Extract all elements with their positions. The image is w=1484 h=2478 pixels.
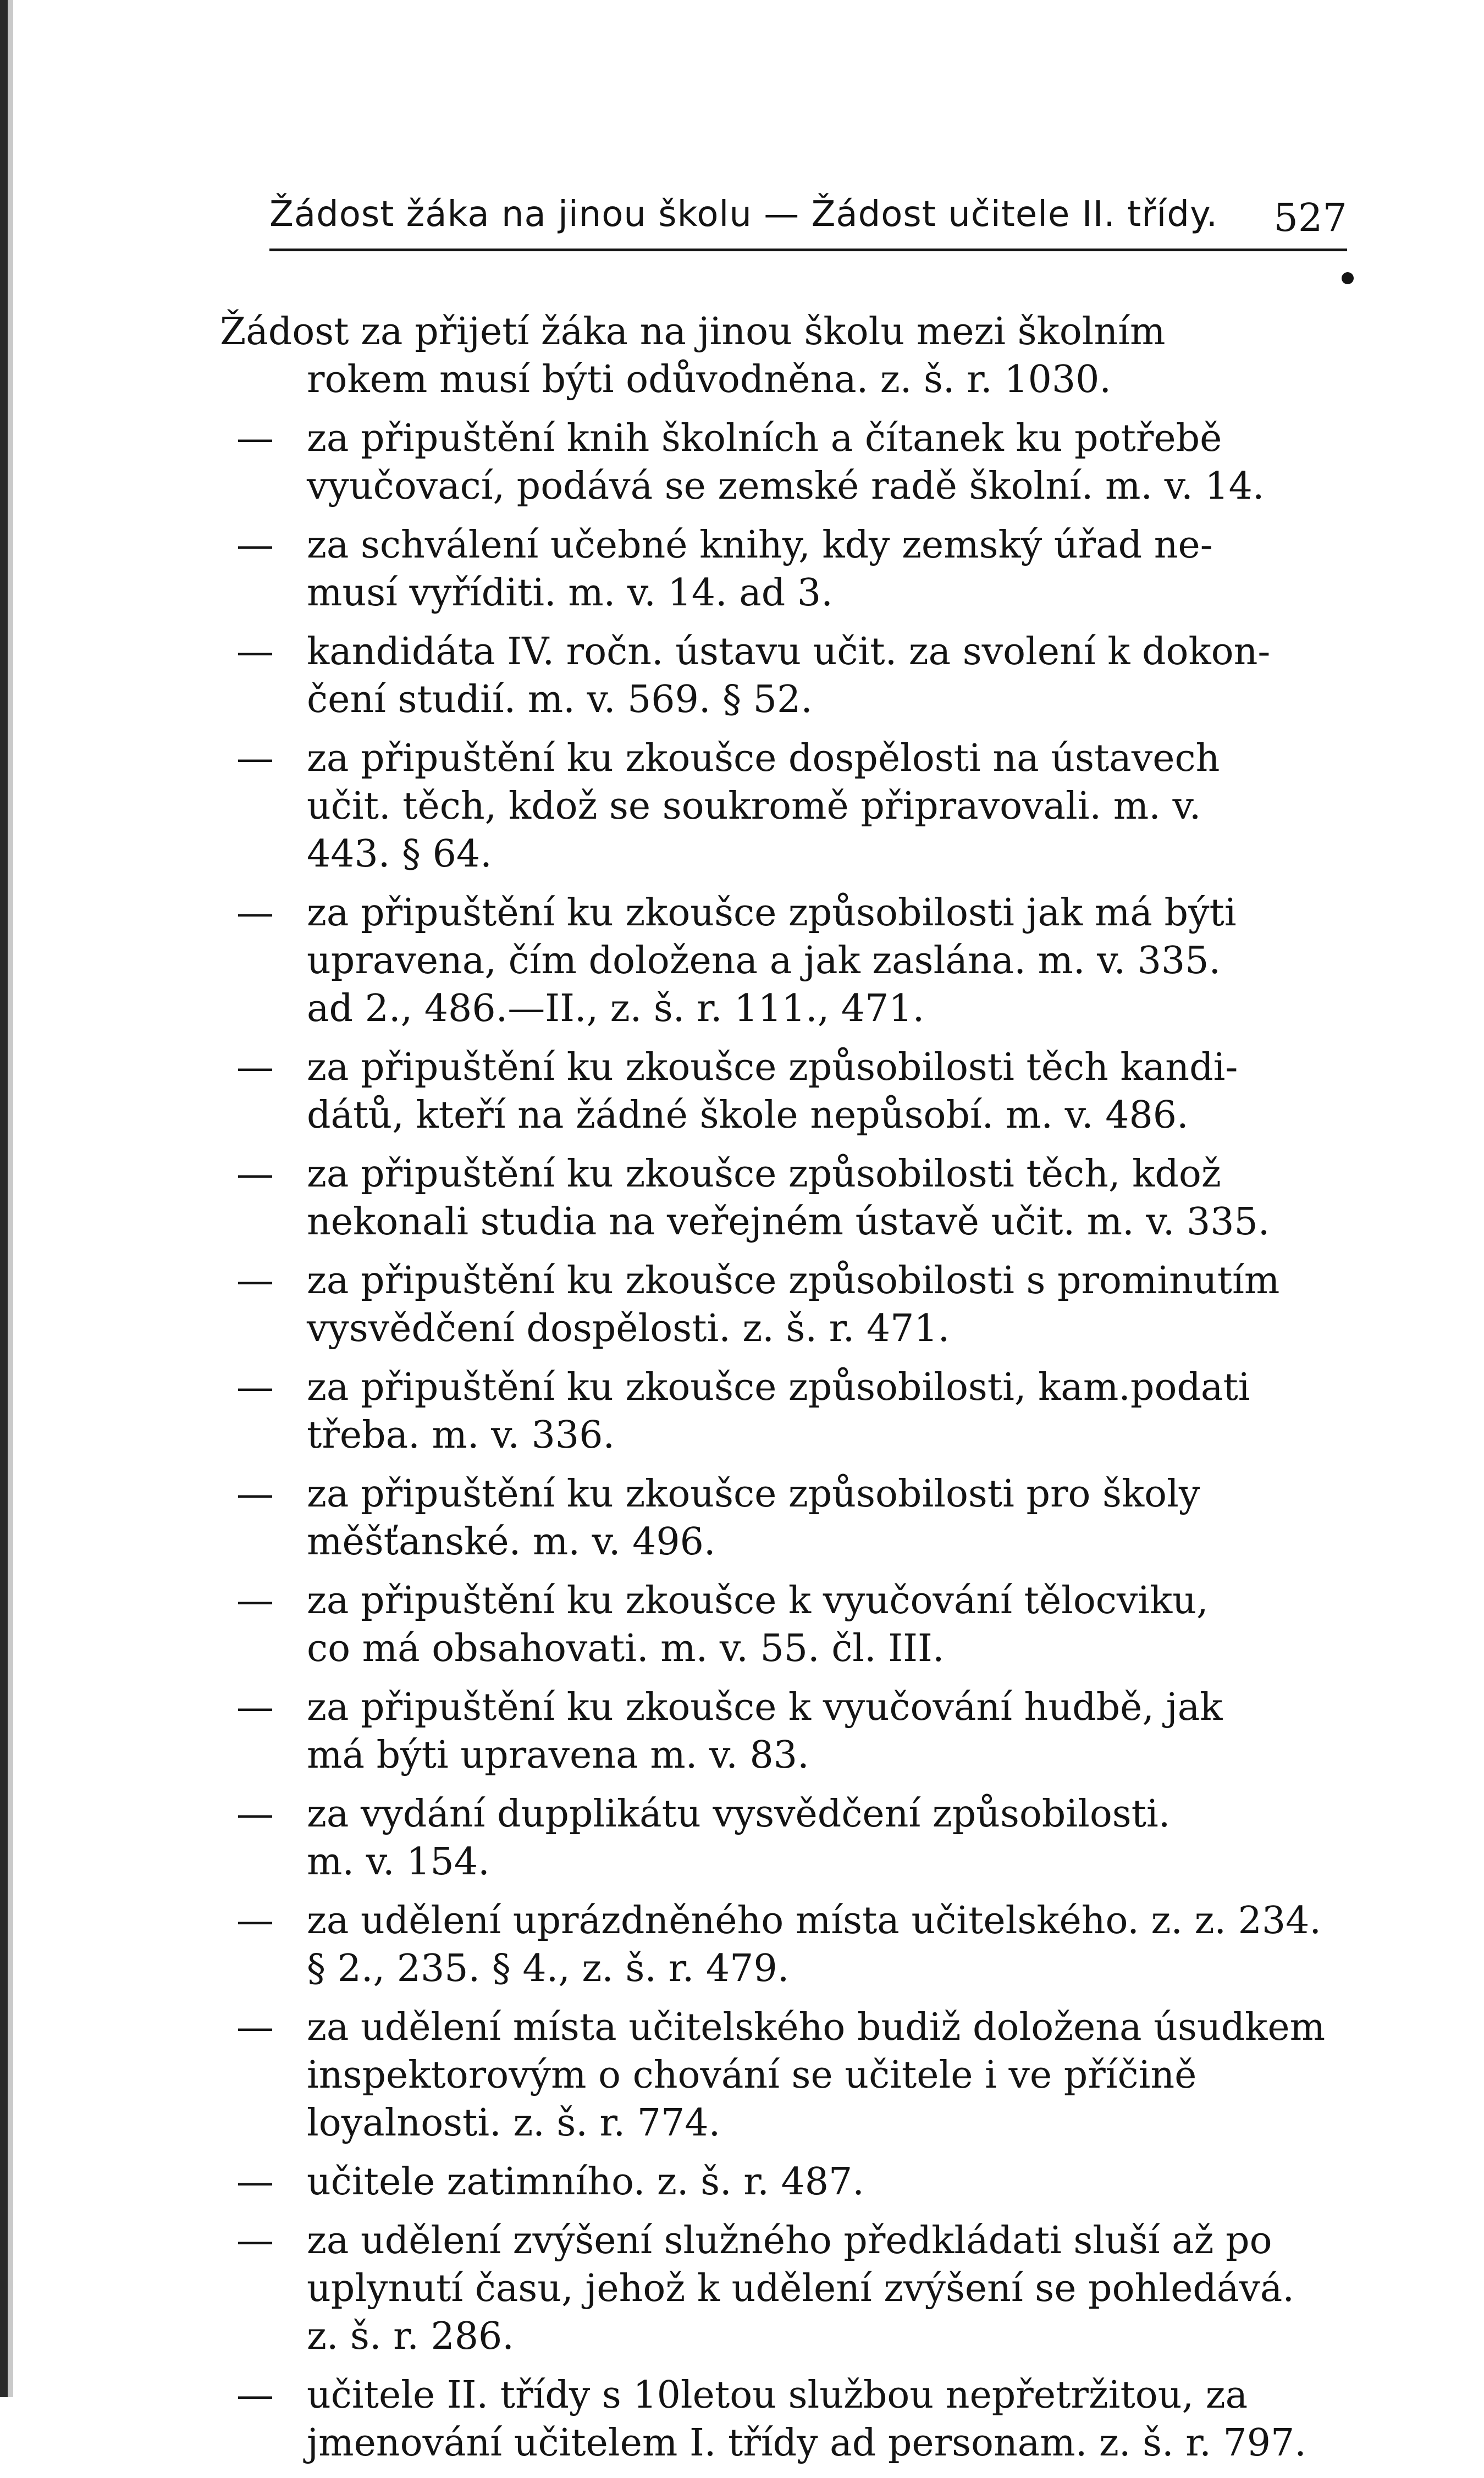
entry-line: učitele zatimního. z. š. r. 487. xyxy=(307,2160,864,2204)
entry-dash: — xyxy=(236,1579,274,1622)
entry-dash: — xyxy=(236,2374,274,2417)
entry-line: dátů, kteří na žádné škole nepůsobí. m. v. 486. xyxy=(307,1094,1189,1137)
index-entry xyxy=(220,1257,1353,1353)
index-entry xyxy=(220,521,1353,617)
entry-dash: — xyxy=(236,523,274,567)
entry-dash: — xyxy=(236,2219,274,2262)
entry-line: za udělení uprázdněného místa učitelského. z. z. 234. xyxy=(307,1899,1322,1942)
entry-line: musí vyříditi. m. v. 14. ad 3. xyxy=(307,571,833,615)
entry-dash: — xyxy=(236,1152,274,1196)
entry-line: za připuštění ku zkoušce způsobilosti jak má býti xyxy=(307,891,1237,935)
index-entry xyxy=(220,1150,1353,1246)
entry-line: za schválení učebné knihy, kdy zemský úřad ne- xyxy=(307,523,1213,567)
entry-line: vysvědčení dospělosti. z. š. r. 471. xyxy=(307,1307,950,1350)
entry-line: čení studií. m. v. 569. § 52. xyxy=(307,678,813,721)
entry-line: rokem musí býti odůvodněna. z. š. r. 1030. xyxy=(307,358,1112,401)
header-title: Žádost žáka na jinou školu — Žádost učitele II. třídy. xyxy=(269,194,1218,235)
entry-dash: — xyxy=(236,1686,274,1729)
entry-line: za připuštění ku zkoušce způsobilosti těch, kdož xyxy=(307,1152,1221,1196)
index-entry xyxy=(220,1897,1353,1993)
entry-line: za připuštění ku zkoušce způsobilosti těch kandi- xyxy=(307,1046,1238,1089)
entry-dash: — xyxy=(236,891,274,935)
entry-line: za připuštění ku zkoušce způsobilosti, kam.podati xyxy=(307,1366,1250,1409)
index-entry xyxy=(220,889,1353,1033)
entry-line: za udělení zvýšení služného předkládati sluší až po xyxy=(307,2219,1272,2262)
entry-line: za vydání dupplikátu vysvědčení způsobilosti. xyxy=(307,1792,1171,1836)
ink-dot xyxy=(1342,272,1354,284)
entry-line: nekonali studia na veřejném ústavě učit. m. v. 335. xyxy=(307,1200,1270,1244)
entry-line: učit. těch, kdož se soukromě připravovali. m. v. xyxy=(307,785,1201,828)
entry-line: vyučovací, podává se zemské radě školní. m. v. 14. xyxy=(307,465,1265,508)
entry-line: § 2., 235. § 4., z. š. r. 479. xyxy=(307,1947,790,1990)
entry-line: učitele II. třídy s 10letou službou nepřetržitou, za xyxy=(307,2374,1248,2417)
index-entry xyxy=(220,2004,1353,2147)
entry-line: za připuštění ku zkoušce k vyučování tělocviku, xyxy=(307,1579,1209,1622)
entry-line: Žádost za přijetí žáka na jinou školu mezi školním xyxy=(220,310,1166,354)
index-entry xyxy=(220,308,1353,404)
index-entry xyxy=(220,1577,1353,1673)
entry-line: z. š. r. 286. xyxy=(307,2315,514,2358)
entry-line: loyalnosti. z. š. r. 774. xyxy=(307,2101,721,2145)
entry-line: za připuštění ku zkoušce k vyučování hudbě, jak xyxy=(307,1686,1223,1729)
index-entry xyxy=(220,735,1353,878)
entry-dash: — xyxy=(236,1899,274,1942)
entry-dash: — xyxy=(236,417,274,460)
index-entry xyxy=(220,1470,1353,1566)
entry-dash: — xyxy=(236,1259,274,1303)
page-edge-shadow xyxy=(8,0,13,2397)
index-entry xyxy=(220,1684,1353,1779)
entry-line: co má obsahovati. m. v. 55. čl. III. xyxy=(307,1627,945,1670)
entry-dash: — xyxy=(236,2160,274,2204)
index-entry xyxy=(220,1790,1353,1886)
entry-line: měšťanské. m. v. 496. xyxy=(307,1520,716,1564)
index-entry xyxy=(220,1044,1353,1139)
entry-line: za udělení místa učitelského budiž doložena úsudkem xyxy=(307,2006,1326,2049)
entry-dash: — xyxy=(236,1472,274,1516)
entry-dash: — xyxy=(236,1792,274,1836)
entry-dash: — xyxy=(236,1046,274,1089)
entry-dash: — xyxy=(236,1366,274,1409)
index-entries xyxy=(220,308,1353,2478)
index-entry xyxy=(220,2158,1353,2206)
entry-line: má býti upravena m. v. 83. xyxy=(307,1734,809,1777)
entry-dash: — xyxy=(236,2006,274,2049)
entry-line: upravena, čím doložena a jak zaslána. m. v. 335. xyxy=(307,939,1221,983)
entry-line: inspektorovým o chování se učitele i ve příčině xyxy=(307,2054,1197,2097)
entry-line: m. v. 154. xyxy=(307,1840,490,1884)
entry-dash: — xyxy=(236,737,274,780)
entry-line: jmenování učitelem I. třídy ad personam. z. š. r. 797. xyxy=(307,2421,1306,2465)
entry-line: za připuštění ku zkoušce dospělosti na ústavech xyxy=(307,737,1220,780)
entry-line: za připuštění ku zkoušce způsobilosti pro školy xyxy=(307,1472,1200,1516)
page-edge xyxy=(0,0,8,2397)
running-header xyxy=(269,187,1347,242)
page-number: 527 xyxy=(1273,195,1347,240)
index-entry xyxy=(220,1364,1353,1459)
index-entry xyxy=(220,628,1353,724)
index-entry xyxy=(220,415,1353,510)
entry-line: třeba. m. v. 336. xyxy=(307,1414,615,1457)
entry-line: uplynutí času, jehož k udělení zvýšení se pohledává. xyxy=(307,2267,1294,2310)
entry-line: za připuštění knih školních a čítanek ku potřebě xyxy=(307,417,1222,460)
index-entry xyxy=(220,2371,1353,2467)
entry-line: kandidáta IV. ročn. ústavu učit. za svolení k dokon- xyxy=(307,630,1271,674)
entry-line: za připuštění ku zkoušce způsobilosti s prominutím xyxy=(307,1259,1280,1303)
entry-dash: — xyxy=(236,630,274,674)
index-entry xyxy=(220,2217,1353,2360)
header-rule xyxy=(269,249,1347,251)
entry-line: ad 2., 486.—II., z. š. r. 111., 471. xyxy=(307,987,925,1030)
entry-line: 443. § 64. xyxy=(307,832,492,876)
